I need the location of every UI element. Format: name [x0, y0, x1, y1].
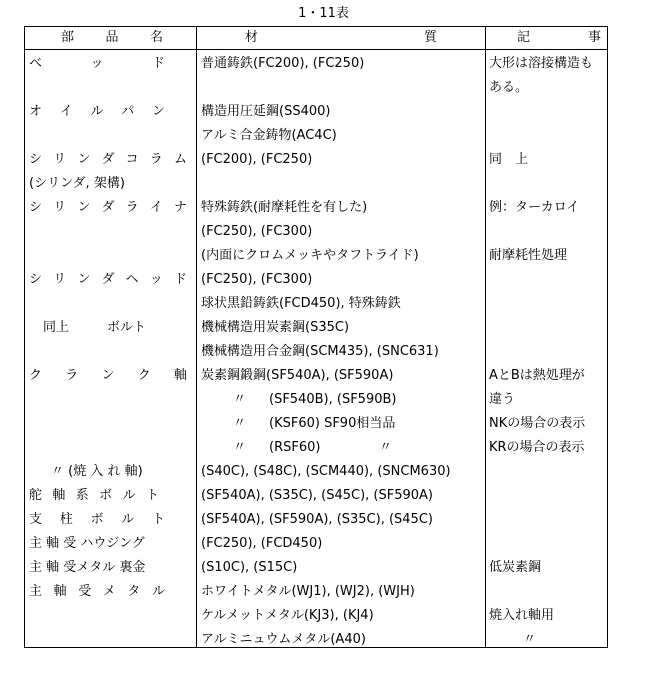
part-rudder-shaft-bolt: 舵 軸 系 ボ ル ト [29, 488, 159, 503]
header-divider [25, 49, 607, 50]
part-cylinder-column: シ リ ン ダ コ ラ ム [29, 152, 187, 167]
material-cell: (SF540A), (SF590A), (S35C), (S45C) [201, 512, 433, 527]
part-pillar-bolt: 支 柱 ボ ル ト [29, 512, 165, 527]
material-cell: (KSF60) SF90相当品 [269, 416, 396, 431]
note-cell: 大形は溶接構造も [489, 56, 594, 71]
table-caption: 1・11表 [298, 6, 349, 21]
material-cell: (内面にクロムメッキやタフトライド) [201, 248, 419, 263]
header-notes: 記 事 [517, 30, 601, 45]
part-main-bearing-metal: 主 軸 受 メ タ ル [29, 584, 165, 599]
material-cell: (SF540A), (S35C), (S45C), (SF590A) [201, 488, 433, 503]
part-main-bearing-housing: 主 軸 受 ハウジング [29, 536, 145, 551]
material-cell: (FC200), (FC250) [201, 152, 313, 167]
note-cell: AとBは熱処理が [489, 368, 585, 383]
material-cell: ケルメットメタル(KJ3), (KJ4) [201, 608, 374, 623]
material-cell: 特殊鋳鉄(耐摩耗性を有した) [201, 200, 368, 215]
part-bolt: ボルト [107, 320, 147, 335]
ditto-mark: 〃 [233, 392, 247, 407]
material-cell: アルミ合金鋳物(AC4C) [201, 128, 337, 143]
material-cell: (S40C), (S48C), (SCM440), (SNCM630) [201, 464, 451, 479]
part-hardened-shaft: 〃 (焼 入 れ 軸) [51, 464, 143, 479]
material-cell: (FC250), (FC300) [201, 224, 313, 239]
part-cylinder-column-sub: (シリンダ, 架構) [29, 176, 125, 191]
material-cell: ホワイトメタル(WJ1), (WJ2), (WJH) [201, 584, 415, 599]
material-cell: (SF540B), (SF590B) [269, 392, 397, 407]
note-cell: 焼入れ軸用 [489, 608, 555, 623]
note-cell: ある。 [489, 80, 529, 95]
part-cylinder-liner: シ リ ン ダ ラ イ ナ [29, 200, 187, 215]
material-cell: 機械構造用合金鋼(SCM435), (SNC631) [201, 344, 439, 359]
part-bolt-same: 同上 [43, 320, 70, 335]
column-divider [196, 27, 197, 647]
material-cell: (FC250), (FC300) [201, 272, 313, 287]
material-cell: アルミニュウムメタル(A40) [201, 632, 366, 647]
material-cell: (FC250), (FCD450) [201, 536, 323, 551]
ditto-mark: 〃 [233, 440, 247, 455]
material-cell: 炭素鋼鍛鋼(SF540A), (SF590A) [201, 368, 394, 383]
material-cell: (RSF60) [269, 440, 321, 455]
part-cylinder-head: シ リ ン ダ ヘ ッ ド [29, 272, 187, 287]
note-cell: 違う [489, 392, 516, 407]
part-bed: ベ ッ ド [29, 56, 165, 71]
header-material: 材 質 [245, 30, 437, 45]
ditto-mark: 〃 [523, 632, 537, 647]
note-cell: KRの場合の表示 [489, 440, 585, 455]
ditto-mark: 〃 [233, 416, 247, 431]
part-crankshaft: ク ラ ン ク 軸 [29, 368, 187, 383]
header-part-name: 部 品 名 [61, 30, 163, 45]
material-cell: 普通鋳鉄(FC200), (FC250) [201, 56, 365, 71]
column-divider [485, 27, 486, 647]
part-main-bearing-back-metal: 主 軸 受メタル 裏金 [29, 560, 146, 575]
part-oil-pan: オ イ ル パ ン [29, 104, 165, 119]
note-cell: 例：ターカロイ [489, 200, 580, 215]
note-cell: 耐摩耗性処理 [489, 248, 568, 263]
ditto-mark: 〃 [379, 440, 393, 455]
material-cell: 構造用圧延鋼(SS400) [201, 104, 331, 119]
note-cell: 低炭素鋼 [489, 560, 542, 575]
material-cell: 機械構造用炭素鋼(S35C) [201, 320, 350, 335]
materials-table [24, 26, 608, 648]
material-cell: 球状黒鉛鋳鉄(FCD450), 特殊鋳鉄 [201, 296, 401, 311]
note-cell: NKの場合の表示 [489, 416, 586, 431]
material-cell: (S10C), (S15C) [201, 560, 298, 575]
note-cell: 同 上 [489, 152, 529, 167]
